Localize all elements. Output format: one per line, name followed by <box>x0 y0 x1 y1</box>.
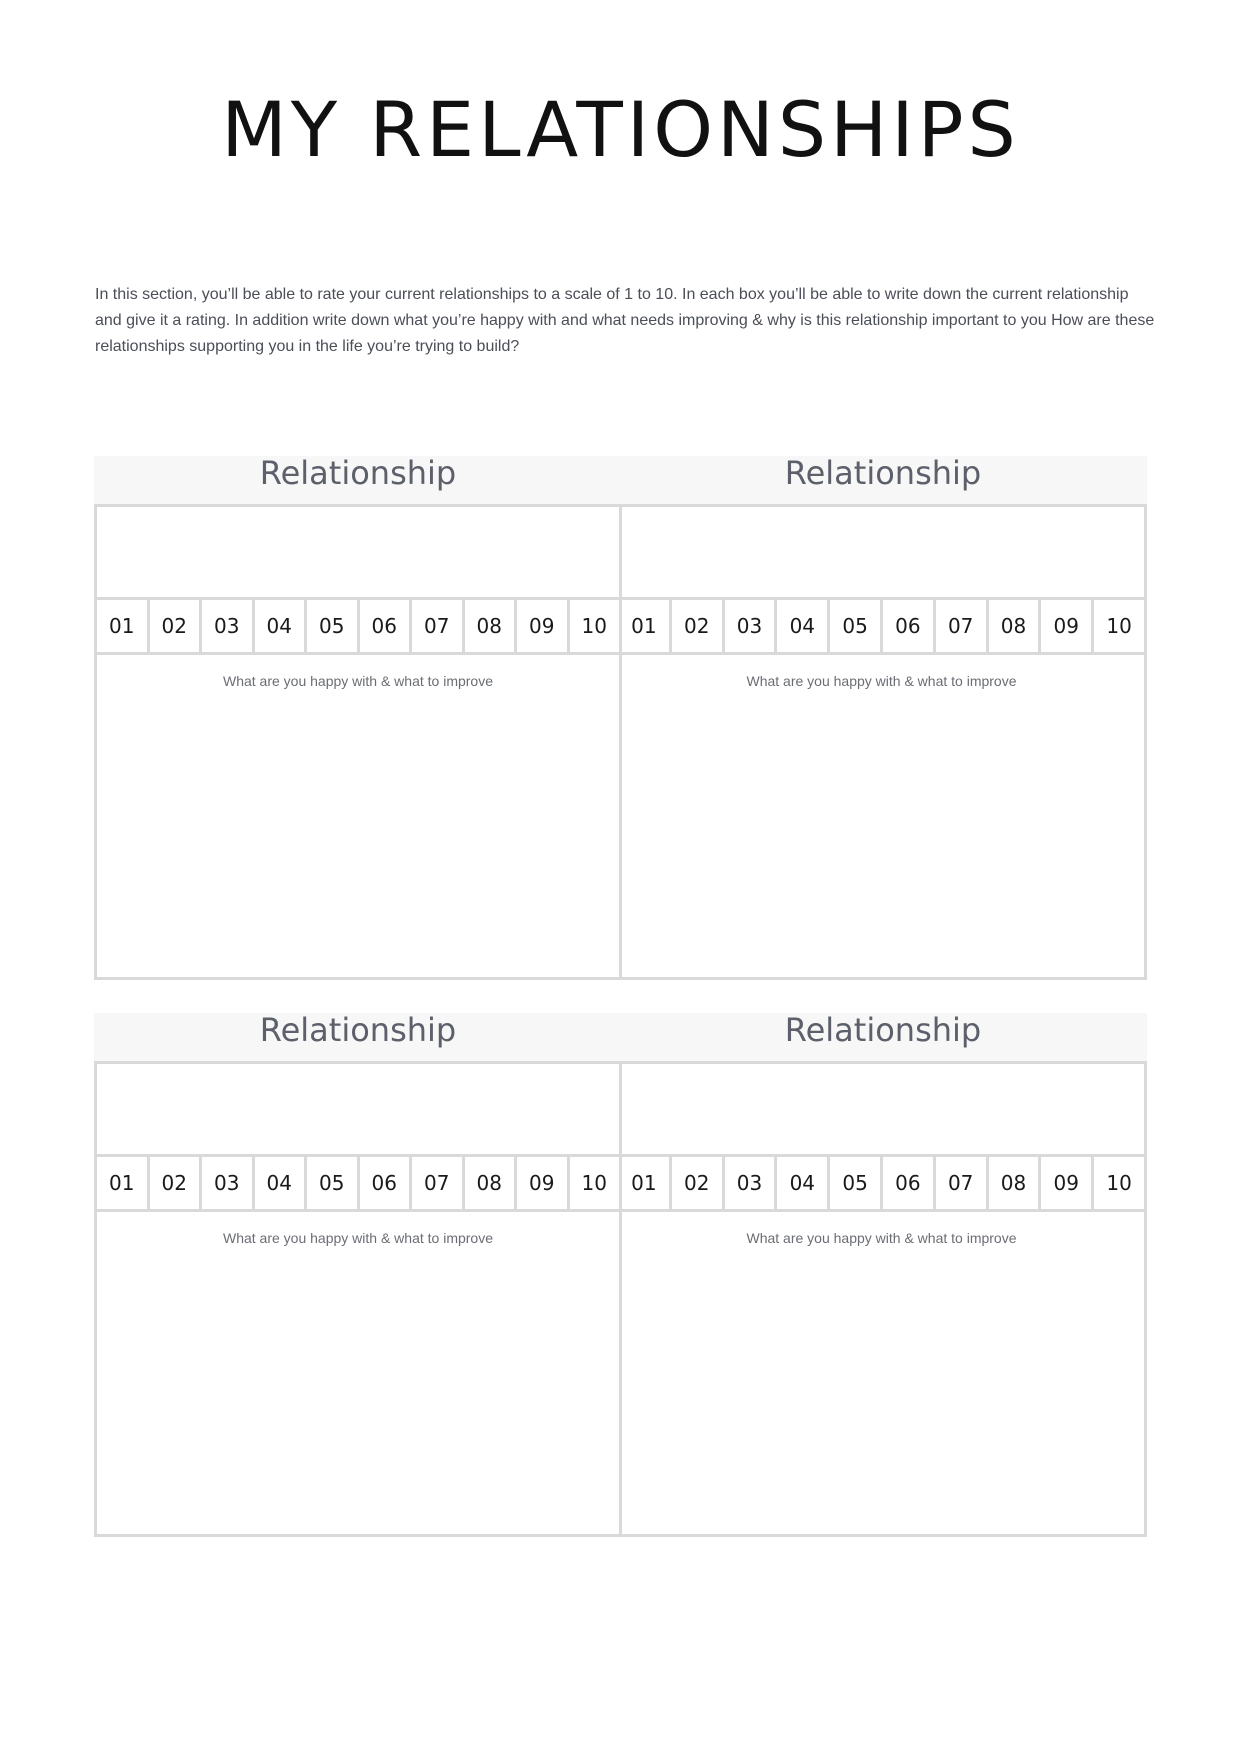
card-body <box>619 1064 1147 1537</box>
notes-field[interactable] <box>619 1212 1144 1534</box>
rating-row <box>619 600 1144 655</box>
rating-option[interactable]: 03 <box>202 1157 255 1209</box>
rating-option[interactable]: 10 <box>581 1171 607 1195</box>
notes-label: What are you happy with & what to improve <box>746 673 1017 689</box>
rating-option[interactable]: 09 <box>517 600 570 652</box>
rating-row <box>619 1157 1144 1212</box>
rating-option[interactable]: 08 <box>465 600 518 652</box>
rating-option[interactable]: 01 <box>619 600 672 652</box>
rating-option[interactable]: 09 <box>1041 600 1094 652</box>
notes-field[interactable] <box>97 1212 619 1534</box>
rating-option[interactable]: 07 <box>936 1157 989 1209</box>
relationship-name-field[interactable] <box>97 507 619 600</box>
rating-option[interactable]: 06 <box>883 1157 936 1209</box>
rating-option[interactable]: 05 <box>830 600 883 652</box>
rating-option[interactable]: 05 <box>307 600 360 652</box>
rating-option[interactable]: 10 <box>1106 614 1132 638</box>
rating-option[interactable]: 08 <box>989 1157 1042 1209</box>
rating-option[interactable]: 09 <box>1041 1157 1094 1209</box>
card-body <box>619 507 1147 980</box>
relationship-card <box>94 456 622 980</box>
rating-option[interactable]: 04 <box>777 600 830 652</box>
notes-field[interactable] <box>97 655 619 977</box>
card-body <box>94 1064 622 1537</box>
notes-label: What are you happy with & what to improve <box>746 1230 1017 1246</box>
rating-option[interactable]: 08 <box>465 1157 518 1209</box>
rating-option[interactable]: 03 <box>725 1157 778 1209</box>
rating-option[interactable]: 06 <box>360 600 413 652</box>
rating-option[interactable]: 04 <box>255 600 308 652</box>
rating-option[interactable]: 02 <box>672 1157 725 1209</box>
rating-row <box>97 600 619 655</box>
rating-option[interactable]: 09 <box>517 1157 570 1209</box>
page-title: MY RELATIONSHIPS <box>221 85 1020 174</box>
card-header: Relationship <box>619 456 1147 507</box>
rating-option[interactable]: 07 <box>412 1157 465 1209</box>
notes-label: What are you happy with & what to improve <box>222 673 494 689</box>
rating-option[interactable]: 08 <box>989 600 1042 652</box>
rating-option[interactable]: 03 <box>202 600 255 652</box>
card-header: Relationship <box>619 1013 1147 1064</box>
rating-option[interactable]: 04 <box>777 1157 830 1209</box>
rating-option[interactable]: 10 <box>1106 1171 1132 1195</box>
card-header: Relationship <box>94 456 622 507</box>
relationship-name-field[interactable] <box>619 507 1144 600</box>
rating-option[interactable]: 02 <box>150 1157 203 1209</box>
card-header: Relationship <box>94 1013 622 1064</box>
rating-option[interactable]: 05 <box>307 1157 360 1209</box>
rating-option[interactable]: 03 <box>725 600 778 652</box>
relationship-card <box>619 1013 1147 1537</box>
rating-option[interactable]: 01 <box>97 1157 150 1209</box>
rating-row <box>97 1157 619 1212</box>
rating-option[interactable]: 02 <box>672 600 725 652</box>
rating-option[interactable]: 06 <box>360 1157 413 1209</box>
relationship-card <box>619 456 1147 980</box>
card-body <box>94 507 622 980</box>
rating-option[interactable]: 06 <box>883 600 936 652</box>
rating-option[interactable]: 10 <box>581 614 607 638</box>
rating-option[interactable]: 01 <box>97 600 150 652</box>
rating-option[interactable]: 04 <box>255 1157 308 1209</box>
rating-option[interactable]: 05 <box>830 1157 883 1209</box>
relationship-name-field[interactable] <box>97 1064 619 1157</box>
rating-option[interactable]: 07 <box>936 600 989 652</box>
rating-option[interactable]: 02 <box>150 600 203 652</box>
relationship-name-field[interactable] <box>619 1064 1144 1157</box>
notes-field[interactable] <box>619 655 1144 977</box>
rating-option[interactable]: 01 <box>619 1157 672 1209</box>
intro-paragraph: In this section, you’ll be able to rate your current relationships to a scale of 1 to 10. In each box you’ll be able to write down the current relationship and give it a rating. In addition write down what you’re happy with and what needs improving & why is this relationship important to you How are these relationships supporting you in the life you’re trying to build? <box>95 286 1155 355</box>
notes-label: What are you happy with & what to improve <box>222 1230 494 1246</box>
rating-option[interactable]: 07 <box>412 600 465 652</box>
relationship-card <box>94 1013 622 1537</box>
